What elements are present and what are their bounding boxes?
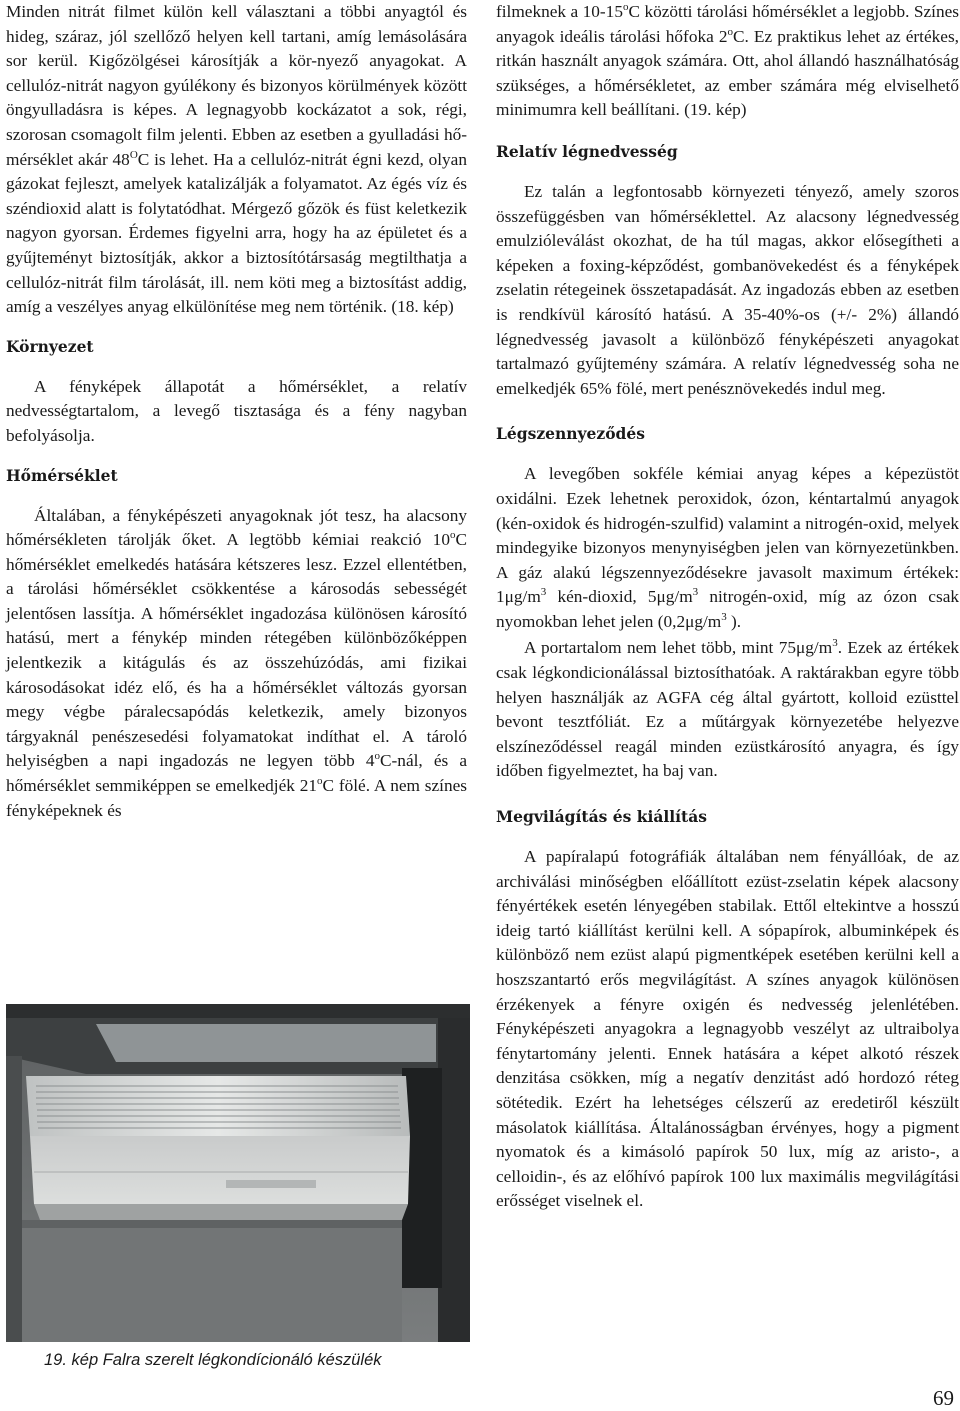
- right-column: [496, 0, 959, 1214]
- humidity-paragraph: Ez talán a legfontosabb környezeti tényező, amely szoros összefüggésben van hőmérséklettel. Az alacsony légnedvesség emulzióleválást okozhat, de ha túl magas, akkor elősegítheti a képeken a foxing-képződést, gombanövekedést és a fényképek zselatin rétegeinek összetapadását. Az ingadozás ebben az esetben is rendkívül károsító hatású. A 35-40%-os (+/- 2%) állandó légnedvesség javasolt a különböző fényképészeti anyagokat tartalmazó gyűjtemény számára. A relatív légnedvesség soha ne emelkedjék 65% fölé, mert penésznövekedés indul meg.: [496, 181, 959, 398]
- dust-paragraph: A portartalom nem lehet több, mint $75\mu g/m^3$. Ezek az értékek csak légkondicionálással biztosíthatóak. A raktárakban egyre több helyen használják az AGFA cég által gyártott, kolloid ezüsttel bevont tesztfóliát. Ez a műtárgyak környezetébe helyezve elszíneződéssel reagál minden ezüstkárosító anyagra, és így időben figyelmeztet, ha baj van.: [496, 637, 960, 781]
- heading-relative-humidity: Relatív légnedvesség: [496, 141, 678, 161]
- air-conditioner-illustration: [6, 1004, 470, 1342]
- heading-lighting-exhibition: Megvilágítás és kiállítás: [496, 807, 707, 827]
- lighting-paragraph: A papíralapú fotográfiák általában nem fényállóak, de az archiválási minőségben előállított ezüst-zselatin képek alacsony fényértékek esetén lényegében stabilak. Ettől eltekintve a hosszú ideig tartó kiállítást kerülni kell. A sópapírok, albuminképek és különböző nem ezüst alapú pigmentképek esetében kerülni kell a hoszszantartó erős megvilágítást. A színes anyagok különösen érzékenyek a fényre oxigén és nedvesség jelenlétében. Fényképészeti anyagokra a legnagyobb veszélyt az ultraibolya fénytartomány jelenti. Ennek hatására a képet alkotó részek denzitása csökken, míg a negatív denzitást adó hordozó réteg sötétedik. Ezért ha lehetséges célszerű az eredetiről készült másolatok kiállítása. Általánosságban érvényes, hogy a pigment nyomatok és a kimásoló papírok 50 lux, míg az aristo-, a celloidin-, és az előhívó papírok 100 lux maximális megvilágítási erősséget viselnek el.: [496, 847, 959, 1211]
- figure-caption: 19. kép Falra szerelt légkondícionáló készülék: [44, 1351, 382, 1369]
- nitrate-paragraph: Minden nitrát filmet külön kell választani a többi anyagtól és hideg, száraz, jól szellőző helyen kell tartani, amíg lemásolására sor kerül. Kigőzölgései károsítják a kör-nyező anyagokat. A cellulóz-nitrát nagyon gyúlékony és bizonyos körülmények között öngyulladásra is képes. A legnagyobb kockázatot a sok, régi, szorosan csomagolt film jelenti. Ebben az esetben a gyulladási hő-mérséklet akár $48^OC$ is lehet. Ha a cellulóz-nitrát égni kezd, olyan gázokat fejleszt, amelyek katalizálják a folyamatot. Az égés víz és széndioxid alatt is folytatódhat. Mérgező gőzök és füst keletkezik nagyon gyorsan. Érdemes figyelni arra, hogy ha az épületet és a gyűjteményt biztosítják, akkor a biztosítótársaság megtilthatja a cellulóz-nitrát film tárolását, ill. nem köti meg a biztosítást addig, amíg a veszélyes anyag elkülönítése meg nem történik. (18. kép): [6, 2, 467, 317]
- heading-environment: Környezet: [6, 336, 94, 356]
- heading-air-pollution: Légszennyeződés: [496, 424, 645, 444]
- environment-paragraph: A fényképek állapotát a hőmérséklet, a relatív nedvességtartalom, a levegő tisztasága és a fény nagyban befolyásolja.: [6, 376, 467, 445]
- left-column: [6, 0, 467, 823]
- pollution-paragraph: A levegőben sokféle kémiai anyag képes a képezüstöt oxidálni. Ezek lehetnek peroxidok, ózon, kéntartalmú anyagok (kén-oxidok és hidrogén-szulfid) valamint a nitrogén-oxid, melyek mindegyike bizonyos menynyiségben jelen van környezetünkben. A gáz alakú légszennyeződésekre javasolt maximum értékek: $1\mu g/m^3$ kén-dioxid, $5\mu g/m^3$ nitrogén-oxid, míg az ózon csak nyomokban lehet jelen ($0,2\mu g/m^3$ ).: [496, 464, 959, 631]
- air-conditioner-photo: [6, 1004, 470, 1342]
- heading-temperature: Hőmérséklet: [6, 465, 118, 485]
- page-number: 69: [933, 1386, 954, 1410]
- temperature-continued-paragraph: filmeknek a 10-15$^o$C közötti tárolási hőmérséklet a legjobb. Színes anyagok ideális tárolási hőfoka 2$^o$C. Ez praktikus lehet az értékes, ritkán használt anyagok számára. Ott, ahol állandó használhatóság szükséges, a hőmérsékletet, az ember számára még elviselhető minimumra kell beállítani. (19. kép): [496, 1, 959, 120]
- temperature-paragraph: Általában, a fényképészeti anyagoknak jót tesz, ha alacsony hőmérsékleten tárolják őket. A legtöbb kémiai reakció 10$^o$C hőmérséklet emelkedés hatására kétszeres lesz. Ezzel ellentétben, a tárolási hőmérséklet csökkentése a károsodás sebességét jelentősen lassítja. A hőmérséklet ingadozása különösen károsító hatású, mert a fénykép minden rétegében különbözőképpen jelentkezik a kitágulás és az összehúzódás, ami fizikai károsodásokat idéz elő, és ha a hőmérséklet változás gyorsan megy végbe páralecsapódás keletkezik, amely bizonyos tárgyaknál penészesedési folyamatokat indíthat el. A tároló helyiségben a napi ingadozás ne legyen több 4$^o$C-nál, és a hőmérséklet semmiképpen se emelkedjék 21$^o$C fölé. A nem színes fényképeknek és: [6, 505, 467, 820]
